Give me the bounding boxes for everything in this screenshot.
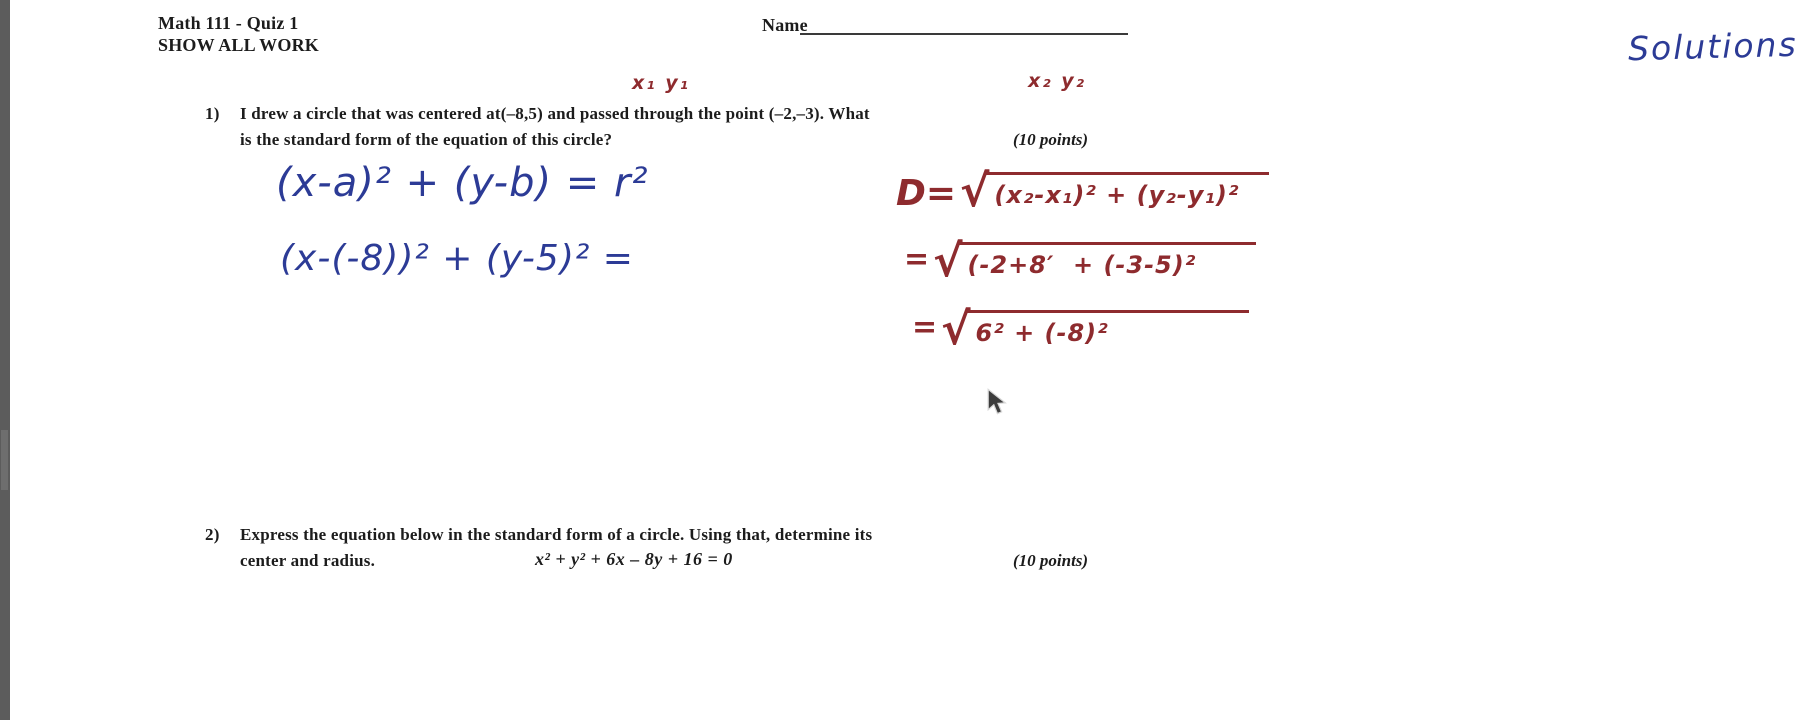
video-edge-bar xyxy=(0,0,10,720)
square-root-1 xyxy=(960,166,1269,217)
blue-work-standard-form: (x-a)² + (y-b) = r² xyxy=(276,160,649,206)
course-title: Math 111 - Quiz 1 xyxy=(158,13,299,33)
red-work-line2-prefix: = xyxy=(904,242,930,277)
red-work-distance-formula xyxy=(896,166,1269,217)
problem-2-number: 2) xyxy=(205,525,220,544)
show-all-work-instruction: SHOW ALL WORK xyxy=(158,35,319,55)
red-work-line1-radicand: (x₂-x₁)² + (y₂-y₁)² xyxy=(984,172,1269,209)
radical-sign-icon: √ xyxy=(960,166,990,217)
red-work-line3-radicand: 6² + (-8)² xyxy=(966,310,1249,347)
red-work-substituted-values xyxy=(904,236,1256,287)
problem-2-line1: Express the equation below in the standard form of a circle. Using that, determine its xyxy=(240,525,873,544)
red-work-line2-radicand: (-2+8′ + (-3-5)² xyxy=(958,242,1257,279)
blue-work-substituted: (x-(-8))² + (y-5)² = xyxy=(280,238,634,279)
red-work-line1-prefix: D= xyxy=(896,173,957,214)
problem-1-line2: is the standard form of the equation of this circle? xyxy=(240,130,613,149)
quiz-header xyxy=(158,12,319,56)
problem-2-points: (10 points) xyxy=(1013,551,1089,570)
name-blank-line xyxy=(800,24,1798,69)
problem-2-equation: x² + y² + 6x – 8y + 16 = 0 xyxy=(535,549,733,569)
point1-annotation: x₁ y₁ xyxy=(632,72,690,94)
problem-1-line1: I drew a circle that was centered at(–8,5) and passed through the point (–2,–3). What xyxy=(240,104,870,123)
handwritten-name-value: Solutions xyxy=(1627,24,1798,69)
problem-1-points: (10 points) xyxy=(1013,130,1089,149)
name-label: Name xyxy=(762,15,808,35)
video-edge-smudge xyxy=(1,430,8,490)
square-root-3 xyxy=(941,304,1249,355)
radical-sign-icon: √ xyxy=(941,304,971,355)
mouse-cursor-icon xyxy=(986,388,1010,421)
red-work-line3-prefix: = xyxy=(912,310,938,345)
square-root-2 xyxy=(933,236,1256,287)
problem-2-line2: center and radius. xyxy=(240,551,376,570)
point2-annotation: x₂ y₂ xyxy=(1028,70,1086,92)
red-work-simplified xyxy=(912,304,1249,355)
radical-sign-icon: √ xyxy=(933,236,963,287)
problem-1-number: 1) xyxy=(205,104,220,123)
